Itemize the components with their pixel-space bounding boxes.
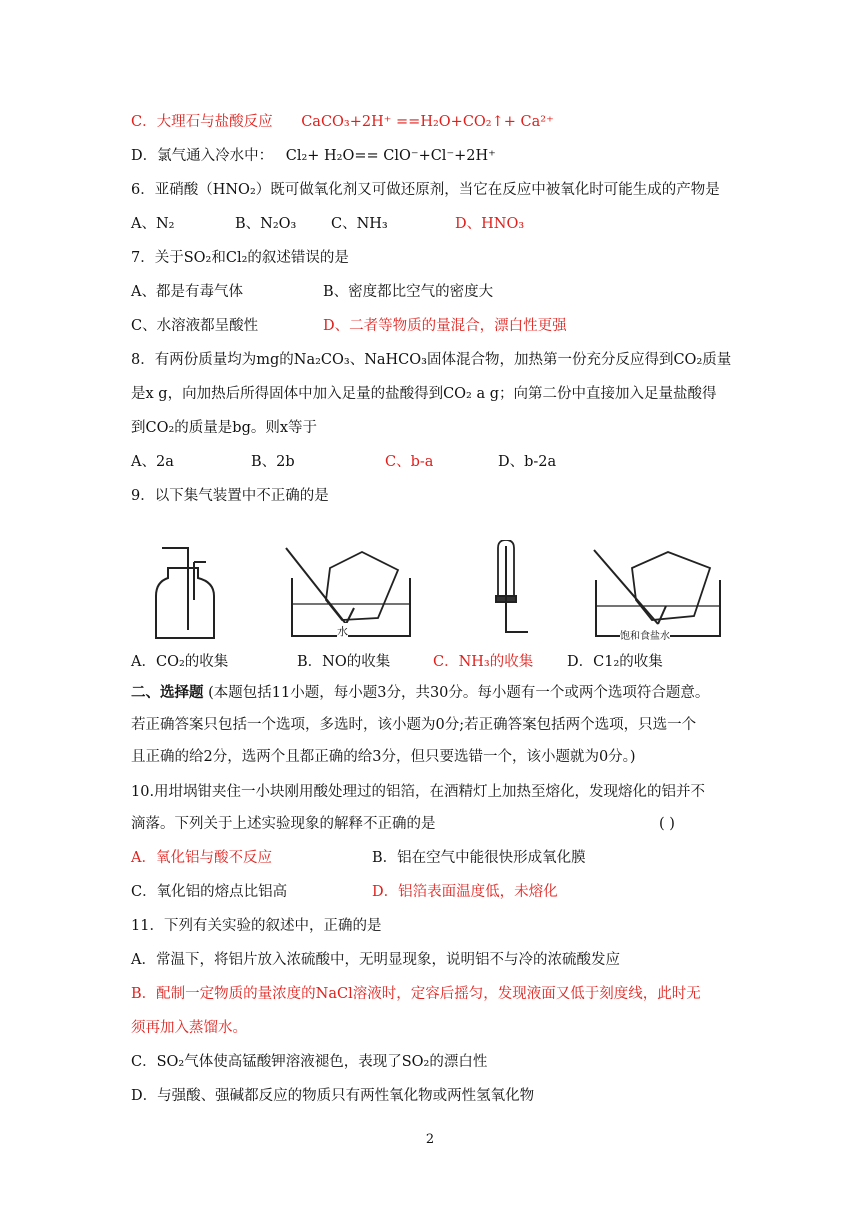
- q9-option-d: D．C1₂的收集: [567, 654, 663, 670]
- q8-stem-line1: 8．有两份质量均为mg的Na₂CO₃、NaHCO₃固体混合物，加热第一份充分反应得到CO₂质量: [131, 352, 732, 368]
- section2-heading-line1: 二、选择题 (本题包括11小题，每小题3分，共30分。每小题有一个或两个选项符合题意。: [131, 684, 710, 701]
- q7-option-c: C、水溶液都呈酸性: [131, 318, 259, 334]
- figure-d-label: 饱和食盐水: [620, 627, 670, 642]
- q11-option-b-line2: 须再加入蒸馏水。: [131, 1020, 247, 1036]
- q5-option-d-equation: Cl₂+ H₂O== ClO⁻+Cl⁻+2H⁺: [285, 148, 496, 164]
- q10-answer-paren: ( ): [659, 816, 675, 832]
- q11-stem: 11．下列有关实验的叙述中，正确的是: [131, 918, 382, 934]
- figure-b-water-trough: [286, 548, 410, 636]
- q7-options-row2: [131, 316, 731, 336]
- q9-option-b: B．NO的收集: [297, 654, 391, 670]
- figure-a-gas-bottle: [156, 548, 214, 638]
- figure-d-brine-trough: [594, 550, 720, 636]
- section2-title: 二、选择题: [131, 684, 204, 701]
- q7-options-row1: [131, 282, 731, 302]
- q7-option-b: B、密度都比空气的密度大: [323, 284, 494, 300]
- q9-stem: 9．以下集气装置中不正确的是: [131, 488, 329, 504]
- q8-option-a: A、2a: [131, 454, 174, 470]
- q8-stem-line2: 是x g，向加热后所得固体中加入足量的盐酸得到CO₂ a g；向第二份中直接加入足量盐酸得: [131, 386, 717, 402]
- q11-option-d: D．与强酸、强碱都反应的物质只有两性氧化物或两性氢氧化物: [131, 1088, 535, 1104]
- q10-option-c: C．氧化铝的熔点比铝高: [131, 884, 288, 900]
- q10-option-d: D．铝箔表面温度低，未熔化: [372, 884, 558, 900]
- q9-option-c: C．NH₃的收集: [433, 654, 534, 670]
- figure-b-label: 水: [337, 625, 348, 638]
- q5-option-c-equation: CaCO₃+2H⁺ ==H₂O+CO₂↑+ Ca²⁺: [301, 114, 554, 130]
- q11-option-b-line1: B．配制一定物质的量浓度的NaCl溶液时，定容后摇匀，发现液面又低于刻度线，此时无: [131, 986, 701, 1002]
- q8-option-c: C、b-a: [385, 454, 434, 470]
- q11-option-c: C．SO₂气体使高锰酸钾溶液褪色，表现了SO₂的漂白性: [131, 1054, 488, 1070]
- q7-stem: 7．关于SO₂和Cl₂的叙述错误的是: [131, 250, 349, 266]
- q10-stem-line2: 滴落。下列关于上述实验现象的解释不正确的是 ( ): [131, 816, 675, 832]
- q10-options-row1: [131, 848, 731, 868]
- q10-option-b: B．铝在空气中能很快形成氧化膜: [372, 850, 586, 866]
- q5-option-d: D．氯气通入冷水中： Cl₂+ H₂O== ClO⁻+Cl⁻+2H⁺: [131, 148, 496, 164]
- q8-option-d: D、b-2a: [498, 454, 557, 470]
- q6-option-c: C、NH₃: [331, 216, 388, 232]
- section2-heading-line2: 若正确答案只包括一个选项，多选时，该小题为0分;若正确答案包括两个选项，只选一个: [131, 717, 697, 733]
- q10-options-row2: [131, 882, 731, 902]
- q8-options: [131, 452, 731, 472]
- q8-stem-line3: 到CO₂的质量是bg。则x等于: [131, 420, 318, 436]
- q6-options: [131, 214, 731, 234]
- q11-option-a: A．常温下，将铝片放入浓硫酸中，无明显现象，说明铝不与冷的浓硫酸发应: [131, 952, 620, 968]
- figure-c-test-tube: [496, 540, 528, 632]
- q6-option-b: B、N₂O₃: [235, 216, 297, 232]
- q8-option-b: B、2b: [251, 454, 295, 470]
- q7-option-d: D、二者等物质的量混合，漂白性更强: [323, 318, 567, 334]
- q6-option-d: D、HNO₃: [455, 216, 525, 232]
- q9-option-a: A．CO₂的收集: [131, 654, 229, 670]
- q5-option-c: C．大理石与盐酸反应 CaCO₃+2H⁺ ==H₂O+CO₂↑+ Ca²⁺: [131, 114, 554, 130]
- q9-options: [131, 652, 751, 672]
- q9-apparatus-figures: [150, 540, 740, 645]
- q6-stem: 6．亚硝酸（HNO₂）既可做氧化剂又可做还原剂，当它在反应中被氧化时可能生成的产物是: [131, 182, 720, 198]
- q6-option-a: A、N₂: [131, 216, 175, 232]
- section2-heading-line3: 且正确的给2分，选两个且都正确的给3分，但只要选错一个，该小题就为0分。): [131, 749, 636, 765]
- q7-option-a: A、都是有毒气体: [131, 284, 243, 300]
- page-number: 2: [425, 1132, 435, 1147]
- q10-stem-line1: 10.用坩埚钳夹住一小块刚用酸处理过的铝箔，在酒精灯上加热至熔化，发现熔化的铝并不: [131, 784, 706, 800]
- q10-option-a: A．氧化铝与酸不反应: [131, 850, 272, 866]
